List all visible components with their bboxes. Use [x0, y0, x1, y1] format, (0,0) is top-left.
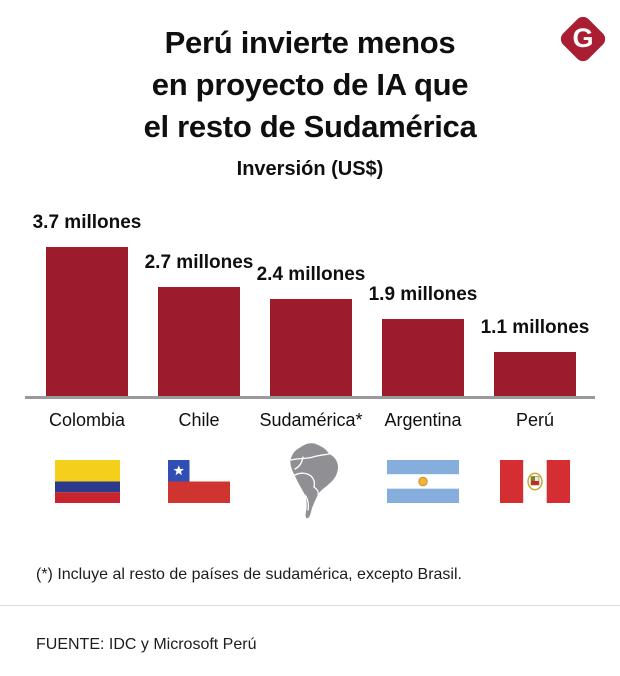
category-labels: [31, 410, 591, 431]
page-title: [0, 22, 620, 148]
chart-column-peru: [479, 205, 591, 396]
value-label: 1.1 millones: [480, 317, 590, 338]
category-label-peru: Perú: [515, 410, 555, 430]
value-label: 1.9 millones: [368, 284, 478, 305]
title-line-2: en proyecto de IA que: [151, 67, 469, 102]
category-label-colombia: Colombia: [48, 410, 126, 430]
colombia-flag-icon: [31, 442, 143, 520]
title-line-1: Perú invierte menos: [164, 25, 456, 60]
south-america-map-icon: [255, 442, 367, 520]
chart-subtitle: Inversión (US$): [236, 158, 384, 180]
chart-column-sudamerica: [255, 205, 367, 396]
category-label-sudamerica: Sudamérica*: [259, 410, 363, 430]
chart-column-colombia: [31, 205, 143, 396]
x-axis-line: [25, 396, 595, 399]
bar-chart: [31, 205, 591, 396]
bar-argentina: [382, 319, 464, 396]
bar-colombia: [46, 247, 128, 396]
value-label: 3.7 millones: [32, 212, 142, 233]
argentina-flag-icon: [367, 442, 479, 520]
flag-row: [31, 442, 591, 520]
bar-chile: [158, 287, 240, 396]
divider-line: [0, 605, 620, 606]
source-credit: FUENTE: IDC y Microsoft Perú: [36, 636, 257, 653]
value-label: 2.4 millones: [256, 264, 366, 285]
chart-column-chile: [143, 205, 255, 396]
bar-sudamerica: [270, 299, 352, 396]
value-label: 2.7 millones: [144, 252, 254, 273]
gestion-logo-letter: G: [573, 22, 595, 53]
footnote: (*) Incluye al resto de países de sudamérica, excepto Brasil.: [36, 566, 462, 583]
chile-flag-icon: [143, 442, 255, 520]
peru-flag-icon: [479, 442, 591, 520]
category-label-argentina: Argentina: [384, 410, 462, 430]
title-line-3: el resto de Sudamérica: [143, 109, 477, 144]
chart-column-argentina: [367, 205, 479, 396]
category-label-chile: Chile: [178, 410, 220, 430]
bar-peru: [494, 352, 576, 396]
